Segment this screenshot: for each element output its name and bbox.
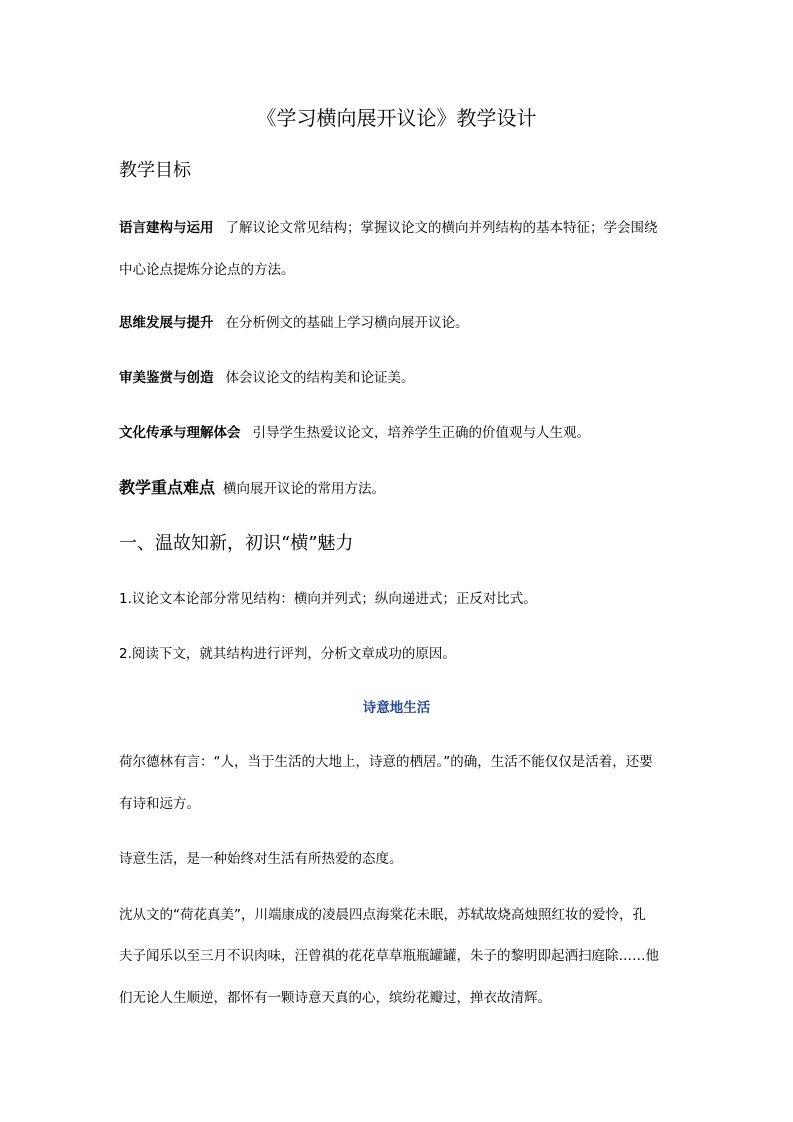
essay-title: 诗意地生活 — [362, 700, 431, 716]
goal-label: 思维发展与提升 — [119, 315, 214, 331]
section-heading-one: 一、温故知新，初识“横”魅力 — [119, 533, 354, 554]
key-points-heading: 教学重点难点 — [119, 478, 216, 497]
goal-text: 了解议论文常见结构；掌握议论文的横向并列结构的基本特征；学会围绕 — [225, 220, 658, 236]
essay-paragraph: 夫子闻乐以至三月不识肉味，汪曾祺的花花草草瓶瓶罐罐，朱子的黎明即起洒扫庭除……他 — [119, 948, 659, 964]
key-points — [119, 478, 679, 499]
essay-paragraph: 荷尔德林有言：“人，当于生活的大地上，诗意的栖居。”的确，生活不能仅仅是活着，还要 — [119, 754, 653, 770]
goal-text: 体会议论文的结构美和论证美。 — [225, 370, 415, 386]
goal-label: 审美鉴赏与创造 — [119, 370, 214, 386]
goal-thinking — [119, 313, 679, 333]
list-item: 1.议论文本论部分常见结构：横向并列式；纵向递进式；正反对比式。 — [119, 591, 537, 607]
essay-paragraph: 们无论人生顺逆，都怀有一颗诗意天真的心，缤纷花瓣过，掸衣故清辉。 — [119, 990, 551, 1006]
essay-paragraph: 沈从文的“荷花真美”，川端康成的凌晨四点海棠花未眠，苏轼故烧高烛照红妆的爱怜，孔 — [119, 907, 646, 923]
goal-language-cont: 中心论点提炼分论点的方法。 — [119, 262, 295, 278]
key-points-text: 横向展开议论的常用方法。 — [223, 481, 386, 497]
section-heading-goals: 教学目标 — [119, 160, 191, 181]
goal-culture — [119, 423, 679, 443]
goal-label: 语言建构与运用 — [119, 220, 214, 236]
goal-label: 文化传承与理解体会 — [119, 425, 241, 441]
goal-aesthetic — [119, 368, 679, 388]
list-item: 2.阅读下文，就其结构进行评判，分析文章成功的原因。 — [119, 646, 456, 662]
goal-language — [119, 218, 679, 238]
document-title: 《学习横向展开议论》教学设计 — [256, 106, 537, 130]
essay-paragraph: 有诗和远方。 — [119, 796, 200, 812]
essay-paragraph: 诗意生活，是一种始终对生活有所热爱的态度。 — [119, 851, 403, 867]
goal-text: 在分析例文的基础上学习横向展开议论。 — [225, 315, 469, 331]
goal-text: 引导学生热爱议论文，培养学生正确的价值观与人生观。 — [252, 425, 590, 441]
